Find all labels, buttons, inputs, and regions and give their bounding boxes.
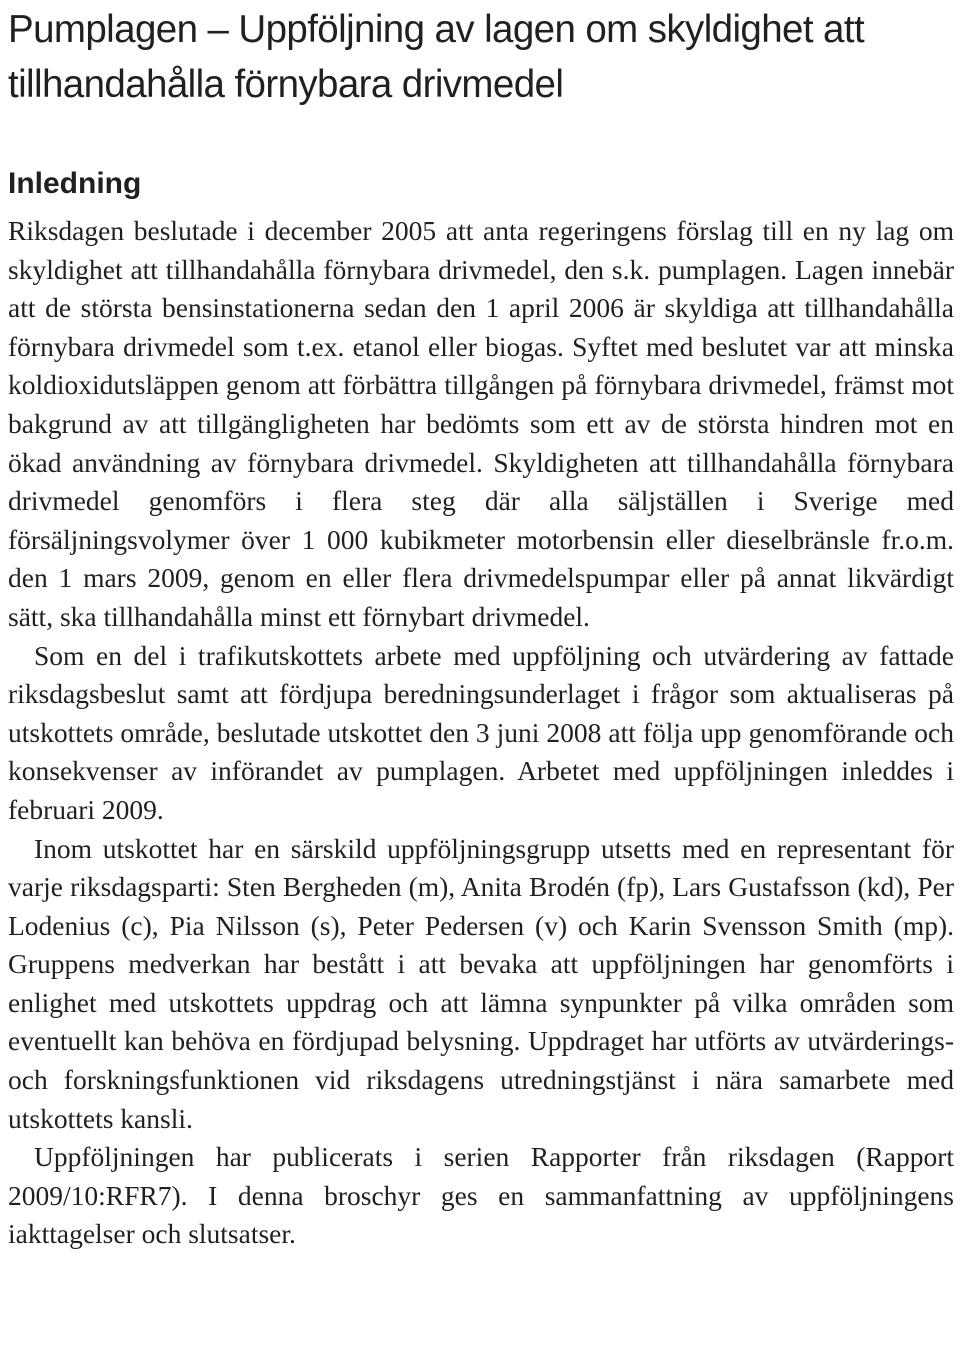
document-title: Pumplagen – Uppföljning av lagen om skyldighet att tillhandahålla förnybara drivmedel [8,8,865,106]
paragraph-committee-work: Som en del i trafikutskottets arbete med uppföljning och utvärdering av fattade riksdagsbeslut samt att fördjupa beredningsunderlaget i frågor som aktualiseras på utskottets område, beslutade utskottet den 3 juni 2008 att följa upp genomförande och konsekvenser av införandet av pumplagen. Arbetet med uppföljningen inleddes i februari 2009. [8,639,954,825]
body-text [8,212,954,1254]
document-page [8,0,954,1254]
paragraph-introduction: Riksdagen beslutade i december 2005 att anta regeringens förslag till en ny lag om skyldighet att tillhandahålla förnybara drivmedel, den s.k. pumplagen. Lagen innebär att de största bensinstationerna sedan den 1 april 2006 är skyldiga att tillhandahålla förnybara drivmedel som t.ex. etanol eller biogas. Syftet med beslutet var att minska koldioxidutsläppen genom att förbättra tillgången på förnybara drivmedel, främst mot bakgrund av att tillgängligheten har bedömts som ett av de största hindren mot en ökad användning av förnybara drivmedel. Skyldigheten att tillhandahålla förnybara drivmedel genomförs i flera steg där alla säljställen i Sverige med försäljningsvolymer över 1 000 kubikmeter motorbensin eller dieselbränsle fr.o.m. den 1 mars 2009, genom en eller flera drivmedelspumpar eller på annat likvärdigt sätt, ska tillhandahålla minst ett förnybart drivmedel. [8,215,954,632]
paragraph-follow-up-group: Inom utskottet har en särskild uppföljningsgrupp utsetts med en representant för varje riksdagsparti: Sten Bergheden (m), Anita Brodén (fp), Lars Gustafsson (kd), Per Lodenius (c), Pia Nilsson (s), Peter Pedersen (v) och Karin Svensson Smith (mp). Gruppens medverkan har bestått i att bevaka att uppföljningen har genomförts i enlighet med utskottets uppdrag och att lämna synpunkter på vilka områden som eventuellt kan behöva en fördjupad belysning. Uppdraget har utförts av utvärderings- och forskningsfunktionen vid riksdagens utredningstjänst i nära samarbete med utskottets kansli. [8,832,954,1134]
paragraph-publication: Uppföljningen har publicerats i serien Rapporter från riksdagen (Rapport 2009/10:RFR7). I denna broschyr ges en sammanfattning av uppföljningens iakttagelser och slutsatser. [8,1141,954,1250]
section-heading: Inledning [8,167,142,200]
